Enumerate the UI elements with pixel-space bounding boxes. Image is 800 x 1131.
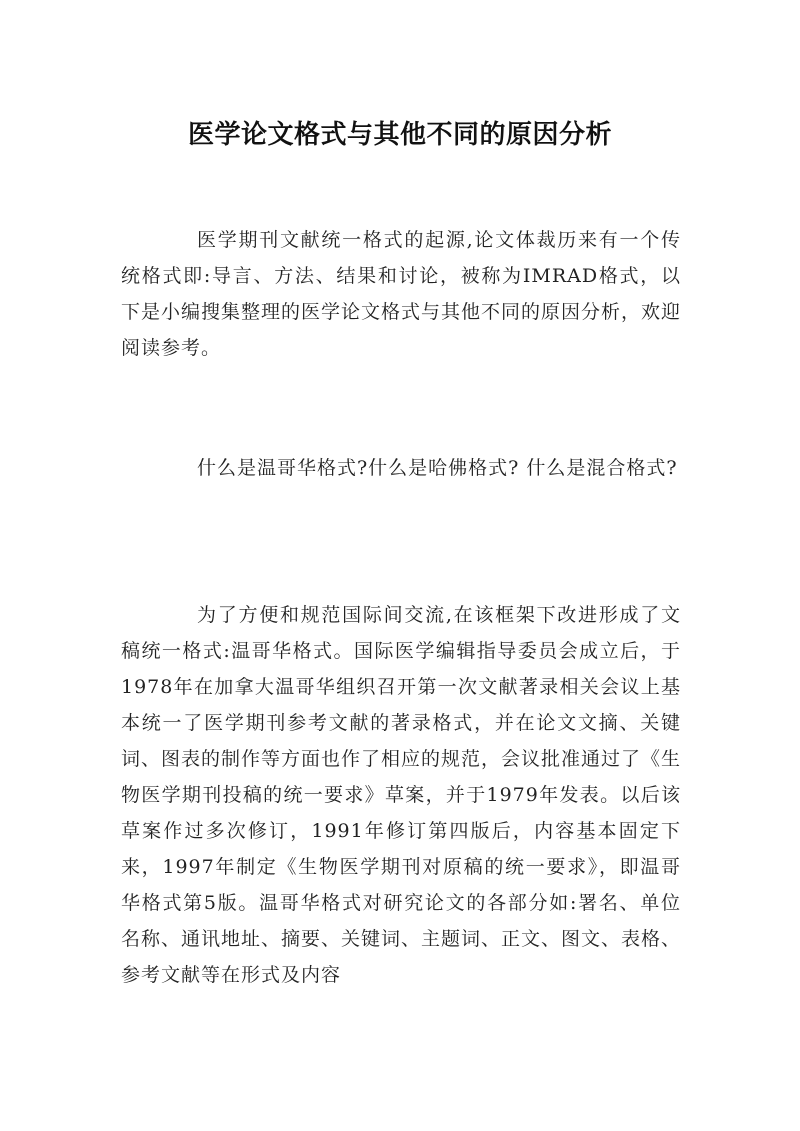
vancouver-paragraph: 为了方便和规范国际间交流,在该框架下改进形成了文稿统一格式:温哥华格式。国际医学编辑指导委员会成立后，于1978年在加拿大温哥华组织召开第一次文献著录相关会议上基本统一了医学期刊参考文献的著录格式，并在论文文摘、关键词、图表的制作等方面也作了相应的规范，会议批准通过了《生物医学期刊投稿的统一要求》草案，并于1979年发表。以后该草案作过多次修订，1991年修订第四版后，内容基本固定下来，1997年制定《生物医学期刊对原稿的统一要求》，即温哥华格式第5版。温哥华格式对研究论文的各部分如:署名、单位名称、通讯地址、摘要、关键词、主题词、正文、图文、表格、参考文献等在形式及内容 [121,604,682,986]
document-title: 医学论文格式与其他不同的原因分析 [187,120,612,151]
question-paragraph: 什么是温哥华格式?什么是哈佛格式? 什么是混合格式? [197,457,678,479]
intro-paragraph: 医学期刊文献统一格式的起源,论文体裁历来有一个传统格式即:导言、方法、结果和讨论，被称为IMRAD格式，以下是小编搜集整理的医学论文格式与其他不同的原因分析，欢迎阅读参考。 [121,229,682,359]
